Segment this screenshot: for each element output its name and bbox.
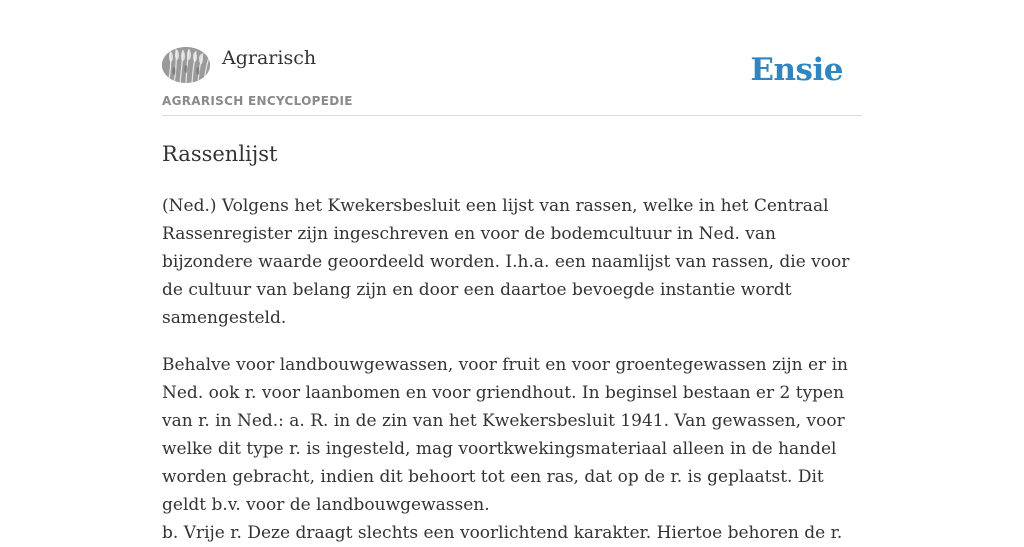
page-container	[162, 0, 862, 543]
site-name[interactable]: Agrarisch	[222, 47, 317, 69]
article-body	[162, 192, 862, 547]
article-paragraph: (Ned.) Volgens het Kwekersbesluit een lijst van rassen, welke in het Centraal Rassenregister zijn ingeschreven en voor de bodemcultuur in Ned. van bijzondere waarde geoordeeld worden. I.h.a. een naamlijst van rassen, die voor de cultuur van belang zijn en door een daartoe bevoegde instantie wordt samengesteld.	[162, 196, 850, 328]
article-paragraph: b. Vrije r. Deze draagt slechts een voorlichtend karakter. Hiertoe behoren de r.	[162, 523, 843, 543]
site-tagline: AGRARISCH ENCYCLOPEDIE	[162, 94, 353, 108]
site-header	[162, 0, 862, 116]
page-title: Rassenlijst	[162, 142, 278, 166]
article-paragraph: Behalve voor landbouwgewassen, voor fruit en voor groentegewassen zijn er in Ned. ook r. voor laanbomen en voor griendhout. In beginsel bestaan er 2 typen van r. in Ned.: a. R. in de zin van het Kwekersbesluit 1941. Van gewassen, voor welke dit type r. is ingesteld, mag voortkwekingsmateriaal alleen in de handel worden gebracht, indien dit behoort tot een ras, dat op de r. is geplaatst. Dit geldt b.v. voor de landbouwgewassen.	[162, 355, 848, 515]
brand-logo[interactable]: Ensie	[750, 52, 843, 88]
wheat-ears-icon[interactable]	[162, 47, 210, 83]
